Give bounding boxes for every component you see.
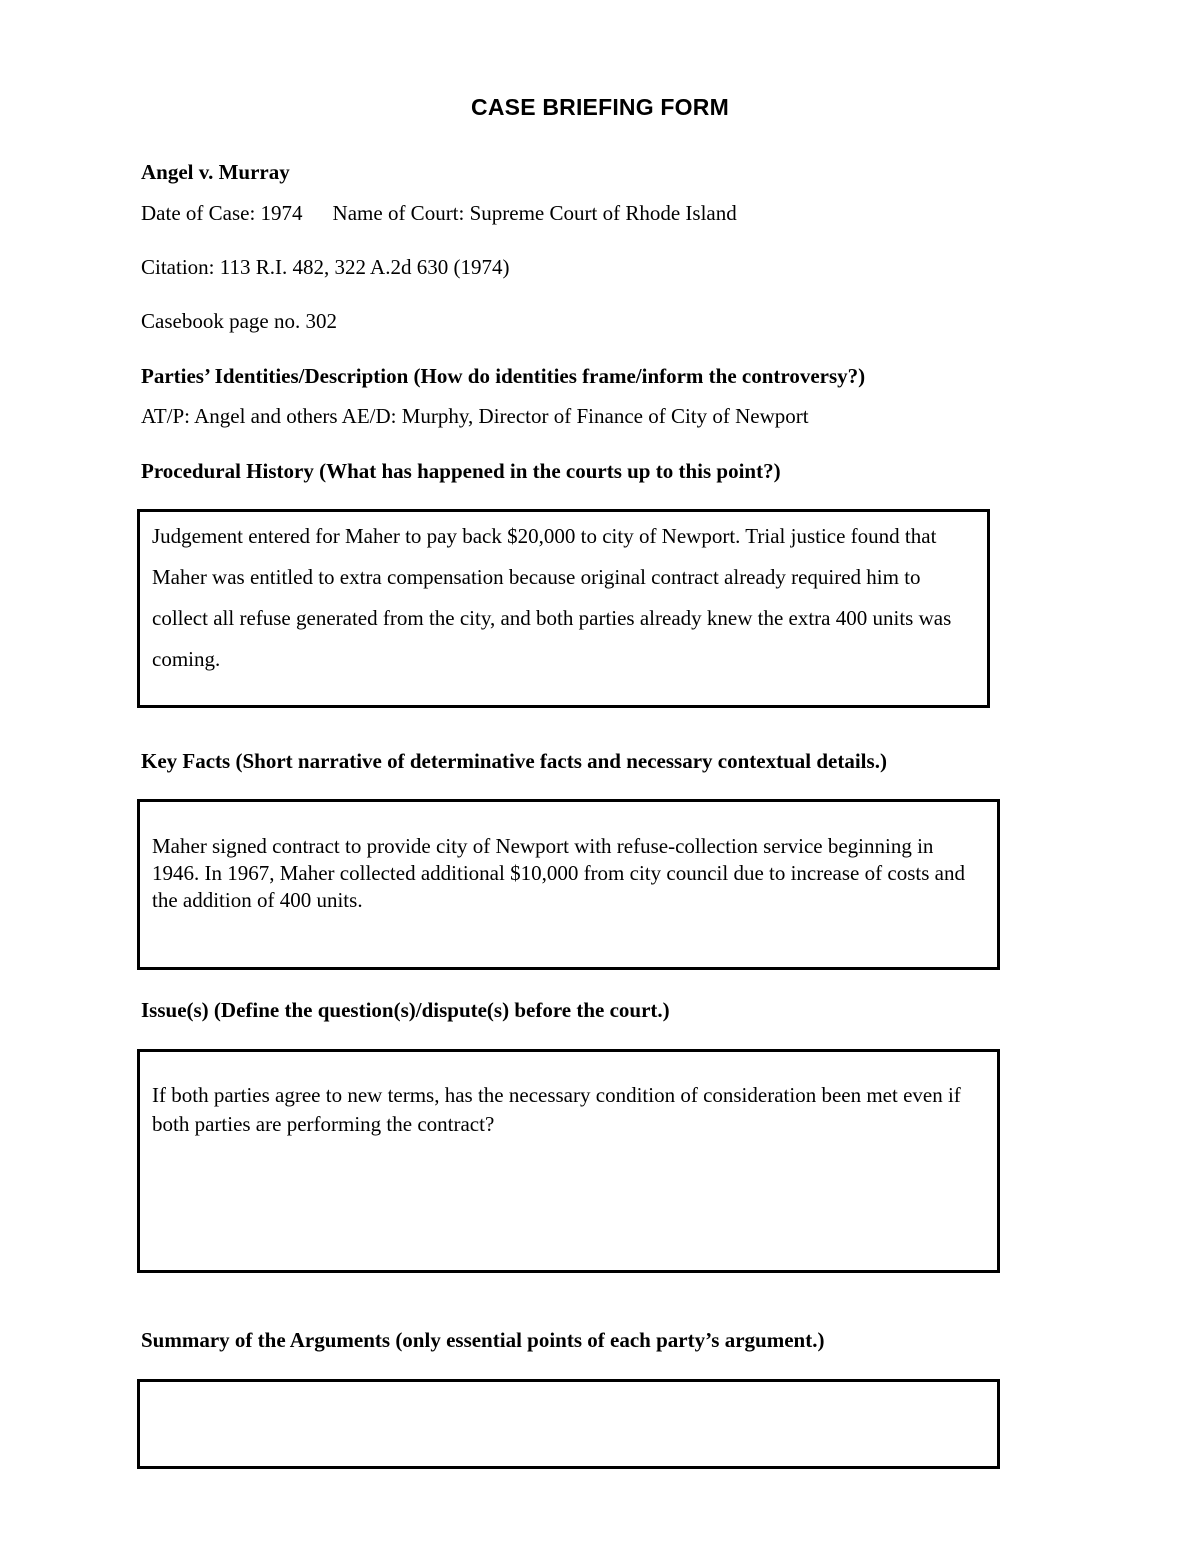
citation: Citation: 113 R.I. 482, 322 A.2d 630 (1974): [141, 255, 510, 279]
case-date: Date of Case: 1974: [141, 201, 303, 225]
court-name: Name of Court: Supreme Court of Rhode Island: [332, 201, 737, 225]
procedural-history-box[interactable]: [137, 509, 990, 708]
procedural-history-text: Judgement entered for Maher to pay back $20,000 to city of Newport. Trial justice found that Maher was entitled to extra compensation because original contract already required him to collect all refuse generated from the city, and both parties already knew the extra 400 units was coming.: [152, 524, 952, 671]
parties-heading: Parties’ Identities/Description (How do identities frame/inform the controversy?): [141, 364, 866, 388]
procedural-history-heading: Procedural History (What has happened in the courts up to this point?): [141, 459, 781, 483]
casebook-page: Casebook page no. 302: [141, 309, 337, 333]
form-title: CASE BRIEFING FORM: [471, 94, 729, 120]
key-facts-text: Maher signed contract to provide city of Newport with refuse-collection service beginning in 1946. In 1967, Maher collected additional $10,000 from city council due to increase of costs and the addition of 400 units.: [152, 834, 965, 912]
issues-box[interactable]: [137, 1049, 1000, 1273]
issues-heading: Issue(s) (Define the question(s)/dispute(s) before the court.): [141, 998, 670, 1022]
key-facts-heading: Key Facts (Short narrative of determinative facts and necessary contextual details.): [141, 749, 887, 773]
issues-text: If both parties agree to new terms, has the necessary condition of consideration been met even if both parties are performing the contract?: [152, 1083, 961, 1136]
arguments-heading: Summary of the Arguments (only essential points of each party’s argument.): [141, 1328, 825, 1352]
arguments-box[interactable]: [137, 1379, 1000, 1469]
parties-text: AT/P: Angel and others AE/D: Murphy, Director of Finance of City of Newport: [141, 404, 809, 428]
case-name: Angel v. Murray: [141, 160, 290, 184]
case-date-court-row: [141, 201, 737, 226]
key-facts-box[interactable]: [137, 799, 1000, 970]
